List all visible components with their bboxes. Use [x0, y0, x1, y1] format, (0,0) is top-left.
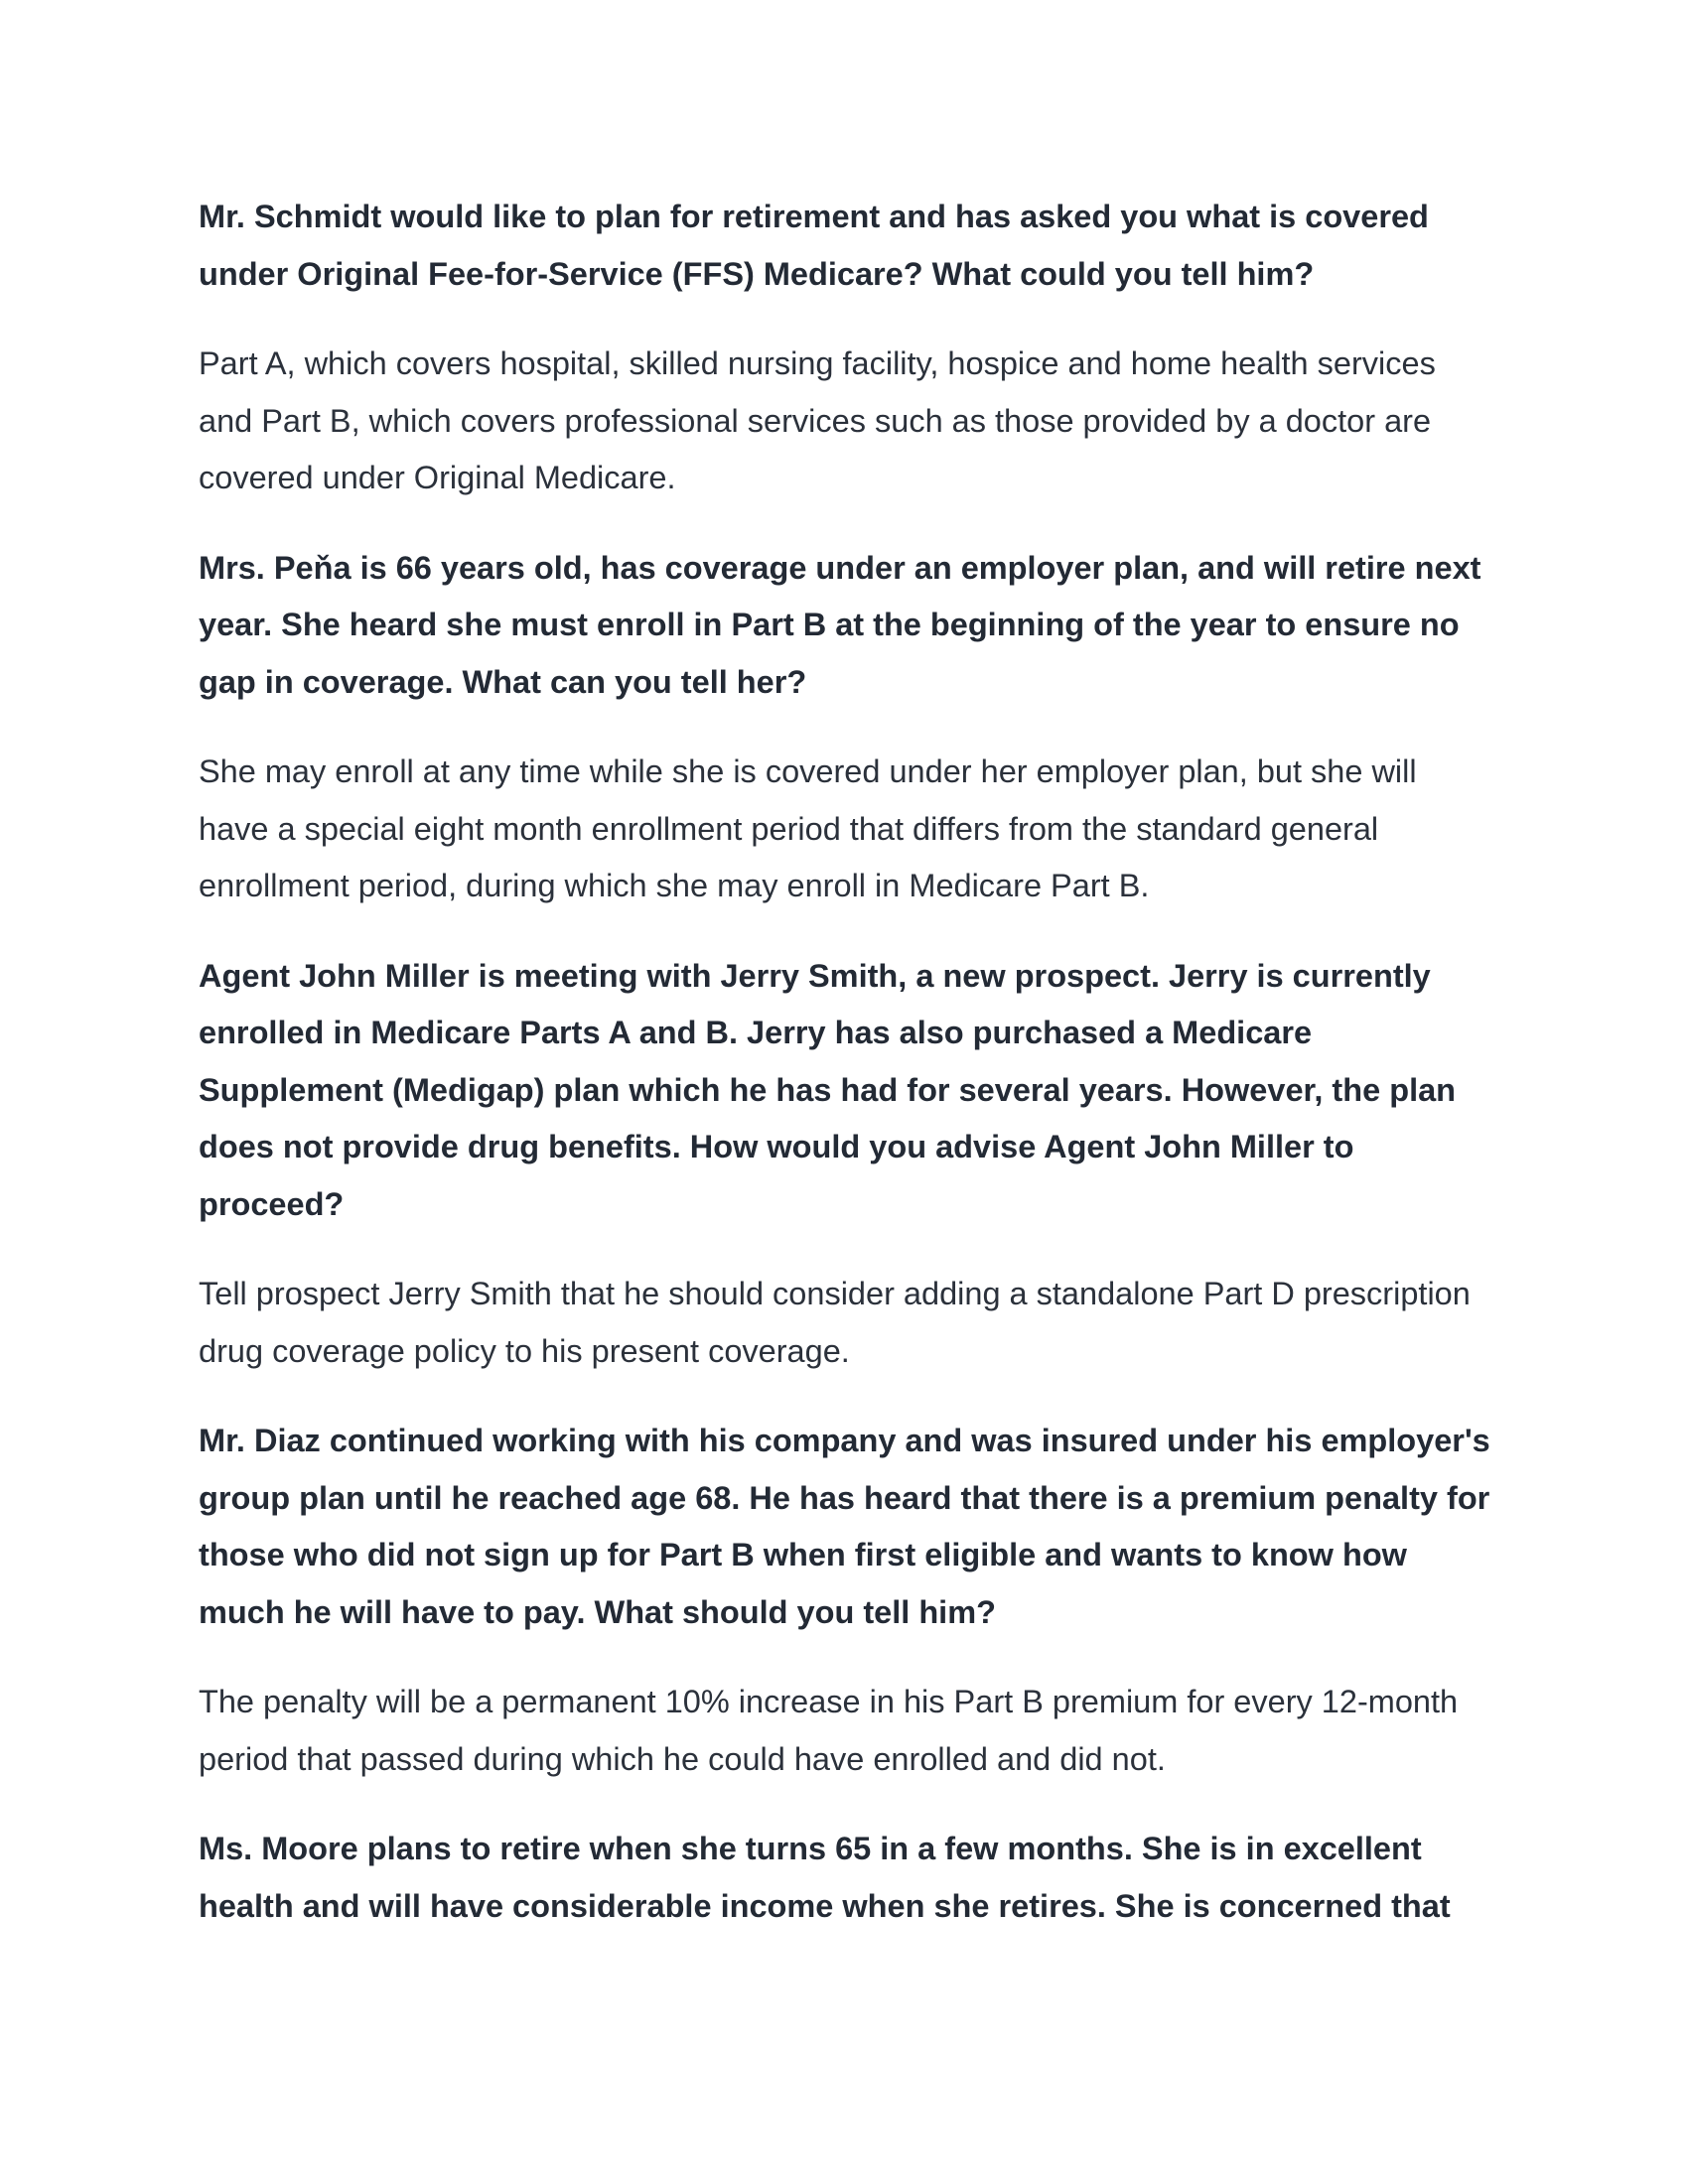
question-3: Agent John Miller is meeting with Jerry Smith, a new prospect. Jerry is currently enrolled in Medicare Parts A and B. Jerry has also purchased a Medicare Supplement (Medigap) plan which he has had for several years. However, the plan does not provide drug benefits. How would you advise Agent John Miller to proceed? [199, 957, 1457, 1222]
answer-2: She may enroll at any time while she is covered under her employer plan, but she will have a special eight month enrollment period that differs from the standard general enrollment period, during which she may enroll in Medicare Part B. [199, 753, 1417, 903]
document-page [199, 189, 1494, 1968]
question-5: Ms. Moore plans to retire when she turns 65 in a few months. She is in excellent health and will have considerable income when she retires. She is concerned that [199, 1831, 1451, 1924]
answer-3: Tell prospect Jerry Smith that he should consider adding a standalone Part D prescription drug coverage policy to his present coverage. [199, 1276, 1471, 1369]
answer-1: Part A, which covers hospital, skilled nursing facility, hospice and home health services and Part B, which covers professional services such as those provided by a doctor are covered under Original Medicare. [199, 345, 1436, 495]
question-2: Mrs. Peňa is 66 years old, has coverage under an employer plan, and will retire next year. She heard she must enroll in Part B at the beginning of the year to ensure no gap in coverage. What can you tell her? [199, 549, 1481, 700]
answer-4: The penalty will be a permanent 10% increase in his Part B premium for every 12-month period that passed during which he could have enrolled and did not. [199, 1684, 1459, 1777]
question-4: Mr. Diaz continued working with his company and was insured under his employer's group plan until he reached age 68. He has heard that there is a premium penalty for those who did not sign up for Part B when first eligible and wants to know how much he will have to pay. What should you tell him? [199, 1423, 1490, 1630]
question-1: Mr. Schmidt would like to plan for retirement and has asked you what is covered under Original Fee-for-Service (FFS) Medicare? What could you tell him? [199, 199, 1429, 292]
